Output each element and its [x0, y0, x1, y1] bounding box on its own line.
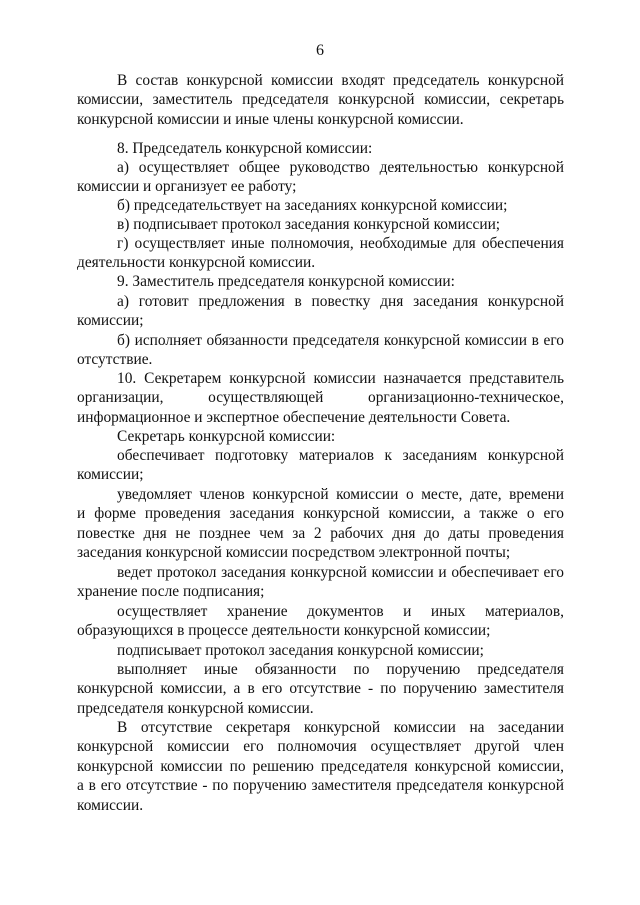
text-line: б) председательствует на заседаниях конкурсной комиссии;	[117, 197, 508, 214]
paragraph-item-8g	[77, 234, 564, 273]
text-line: конкурсной комиссии, а в его отсутствие - по поручению заместителя	[77, 680, 564, 698]
text-line: в) подписывает протокол заседания конкурсной комиссии;	[117, 216, 501, 233]
page-number: 6	[316, 42, 324, 59]
text-line: председателя конкурсной комиссии.	[77, 699, 314, 717]
paragraph-secretary-duty-3	[77, 563, 564, 602]
text-line: а в его отсутствие - по поручению заместителя председателя конкурсной	[77, 777, 564, 795]
text-line: выполняет иные обязанности по поручению председателя	[117, 661, 564, 678]
paragraph-secretary-duty-1	[77, 446, 564, 485]
text-line: деятельности конкурсной комиссии.	[77, 254, 316, 272]
text-line: комиссии.	[77, 796, 144, 814]
paragraph-item-8v	[77, 215, 564, 234]
text-line: заседания конкурсной комиссии посредством электронной почты;	[77, 544, 511, 562]
paragraph-item-9b	[77, 331, 564, 370]
paragraph-item-10	[77, 369, 564, 427]
paragraph-secretary-duty-5	[77, 641, 564, 660]
paragraph-secretary-duty-4	[77, 602, 564, 641]
text-line: и форме проведения заседания конкурсной комиссии, а также о его	[77, 505, 564, 523]
text-line: а) осуществляет общее руководство деятельностью конкурсной	[117, 159, 564, 176]
text-line: конкурсной комиссии по решению председателя конкурсной комиссии,	[77, 757, 564, 775]
text-line: информационное и экспертное обеспечение деятельности Совета.	[77, 408, 511, 426]
paragraph-item-8a	[77, 158, 564, 197]
paragraph-secretary-duty-2	[77, 485, 564, 563]
text-line: комиссии и организует ее работу;	[77, 178, 297, 196]
text-line: В отсутствие секретаря конкурсной комиссии на заседании	[117, 719, 564, 736]
text-line: 9. Заместитель председателя конкурсной комиссии:	[117, 273, 455, 290]
paragraph-secretary-heading	[77, 427, 564, 446]
text-line: обеспечивает подготовку материалов к заседаниям конкурсной	[117, 447, 564, 464]
text-line: комиссии;	[77, 466, 144, 484]
text-line: конкурсной комиссии и иные члены конкурсной комиссии.	[77, 110, 464, 128]
text-line: уведомляет членов конкурсной комиссии о месте, дате, времени	[117, 486, 564, 503]
text-line: осуществляет хранение документов и иных материалов,	[117, 603, 564, 620]
text-line: повестке дня не позднее чем за 2 рабочих дня до даты проведения	[77, 524, 564, 542]
paragraph-item-8b	[77, 196, 564, 215]
paragraph-secretary-duty-6	[77, 660, 564, 718]
text-line: Секретарь конкурсной комиссии:	[117, 428, 336, 445]
text-line: организации, осуществляющей организационно-техническое,	[77, 389, 564, 407]
text-line: а) готовит предложения в повестку дня заседания конкурсной	[117, 293, 564, 310]
text-line: комиссии;	[77, 312, 144, 330]
text-line: В состав конкурсной комиссии входят председатель конкурсной	[117, 72, 564, 89]
text-line: хранение после подписания;	[77, 583, 265, 601]
text-line: ведет протокол заседания конкурсной комиссии и обеспечивает его	[117, 564, 564, 581]
text-line: б) исполняет обязанности председателя конкурсной комиссии в его	[117, 332, 564, 349]
text-line: 8. Председатель конкурсной комиссии:	[117, 140, 373, 157]
text-line: подписывает протокол заседания конкурсной комиссии;	[117, 642, 484, 659]
paragraph-commission-composition	[77, 71, 564, 129]
paragraph-secretary-absence	[77, 718, 564, 815]
text-line: конкурсной комиссии его полномочия осуществляет другой член	[77, 738, 564, 756]
paragraph-item-9	[77, 272, 564, 291]
text-line: образующихся в процессе деятельности конкурсной комиссии;	[77, 622, 491, 640]
paragraph-item-9a	[77, 292, 564, 331]
text-line: 10. Секретарем конкурсной комиссии назначается представитель	[117, 370, 564, 387]
text-line: г) осуществляет иные полномочия, необходимые для обеспечения	[117, 235, 564, 252]
text-line: комиссии, заместитель председателя конкурсной комиссии, секретарь	[77, 91, 564, 109]
text-line: отсутствие.	[77, 351, 153, 369]
paragraph-item-8	[77, 139, 564, 158]
